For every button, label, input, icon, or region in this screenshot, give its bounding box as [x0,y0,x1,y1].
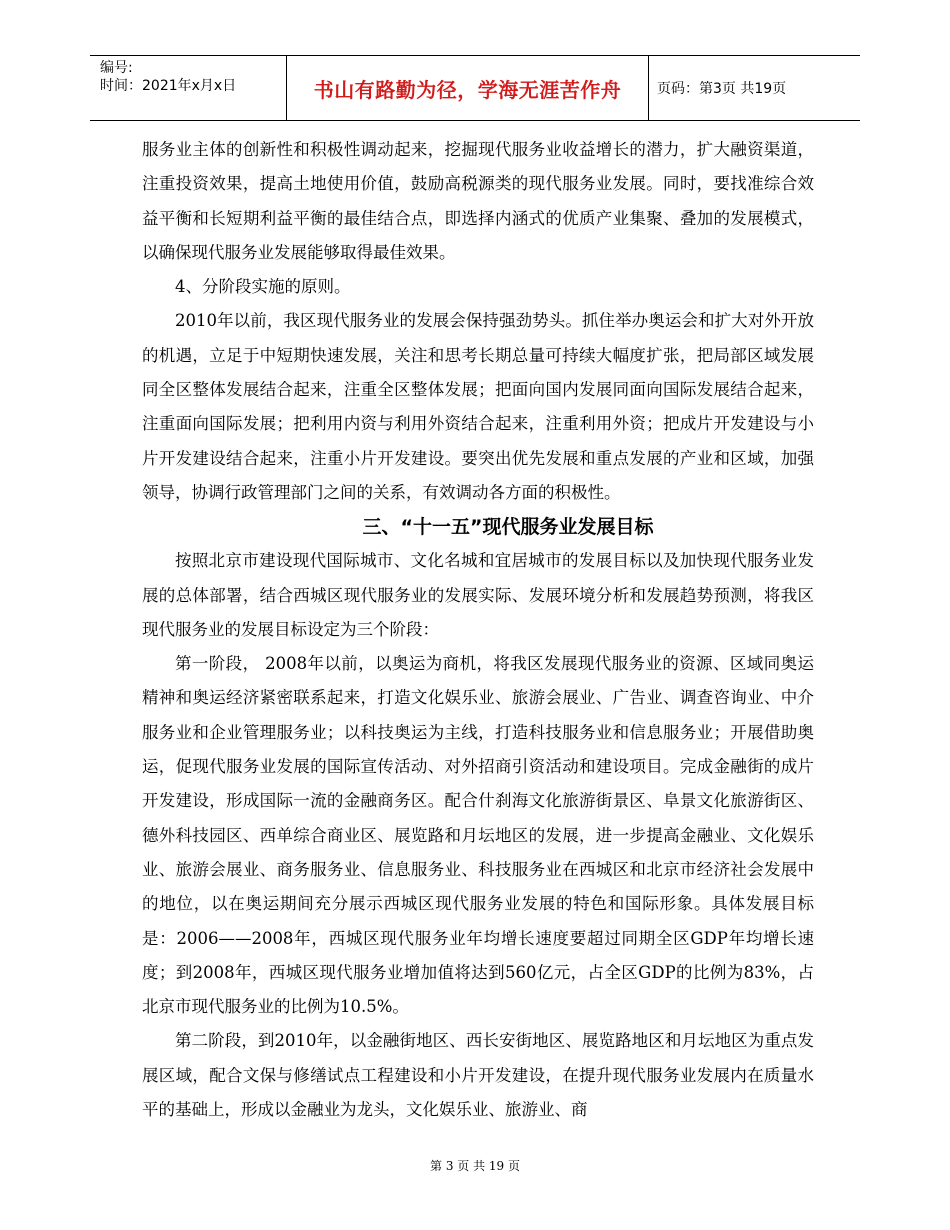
document-body [142,133,814,1127]
header-page-info: 页码：第3页 共19页 [657,81,787,97]
header-meta [90,56,287,120]
header-motto: 书山有路勤为径，学海无涯苦作舟 [287,56,649,120]
paragraph: 第一阶段， 2008年以前，以奥运为商机，将我区发展现代服务业的资源、区域同奥运精神和奥运经济紧密联系起来，打造文化娱乐业、旅游会展业、广告业、调查咨询业、中介服务业和企业管理服务业；以科技奥运为主线，打造科技服务业和信息服务业；开展借助奥运，促现代服务业发展的国际宣传活动、对外招商引资活动和建设项目。完成金融街的成片开发建设，形成国际一流的金融商务区。配合什刹海文化旅游街景区、阜景文化旅游街区、德外科技园区、西单综合商业区、展览路和月坛地区的发展，进一步提高金融业、文化娱乐业、旅游会展业、商务服务业、信息服务业、科技服务业在西城区和北京市经济社会发展中的地位，以在奥运期间充分展示西城区现代服务业发展的特色和国际形象。具体发展目标是：2006——2008年，西城区现代服务业年均增长速度要超过同期全区GDP年均增长速度；到2008年，西城区现代服务业增加值将达到560亿元，占全区GDP的比例为83%，占北京市现代服务业的比例为10.5%。 [142,654,814,1017]
section-heading: 三、“十一五”现代服务业发展目标 [362,516,654,539]
page-header [90,55,860,121]
document-number-label: 编号: [100,60,133,76]
paragraph: 服务业主体的创新性和积极性调动起来，挖掘现代服务业收益增长的潜力，扩大融资渠道，注重投资效果，提高土地使用价值，鼓励高税源类的现代服务业发展。同时，要找准综合效益平衡和长短期利益平衡的最佳结合点，即选择内涵式的优质产业集聚、叠加的发展模式，以确保现代服务业发展能够取得最佳效果。 [142,140,814,262]
paragraph: 4、分阶段实施的原则。 [175,277,351,297]
paragraph: 按照北京市建设现代国际城市、文化名城和宜居城市的发展目标以及加快现代服务业发展的总体部署，结合西城区现代服务业的发展实际、发展环境分析和发展趋势预测，将我区现代服务业的发展目标设定为三个阶段： [142,551,814,639]
paragraph: 2010年以前，我区现代服务业的发展会保持强劲势头。抓住举办奥运会和扩大对外开放的机遇，立足于中短期快速发展，关注和思考长期总量可持续大幅度扩张，把局部区域发展同全区整体发展结合起来，注重全区整体发展；把面向国内发展同面向国际发展结合起来，注重面向国际发展；把利用内资与利用外资结合起来，注重利用外资；把成片开发建设与小片开发建设结合起来，注重小片开发建设。要突出优先发展和重点发展的产业和区域，加强领导，协调行政管理部门之间的关系，有效调动各方面的积极性。 [142,311,814,502]
page-footer: 第 3 页 共 19 页 [430,1159,520,1173]
document-time-label: 时间：2021年x月x日 [100,78,237,94]
paragraph: 第二阶段，到2010年，以金融街地区、西长安街地区、展览路地区和月坛地区为重点发展区域，配合文保与修缮试点工程建设和小片开发建设，在提升现代服务业发展内在质量水平的基础上，形成以金融业为龙头，文化娱乐业、旅游业、商 [142,1031,814,1120]
